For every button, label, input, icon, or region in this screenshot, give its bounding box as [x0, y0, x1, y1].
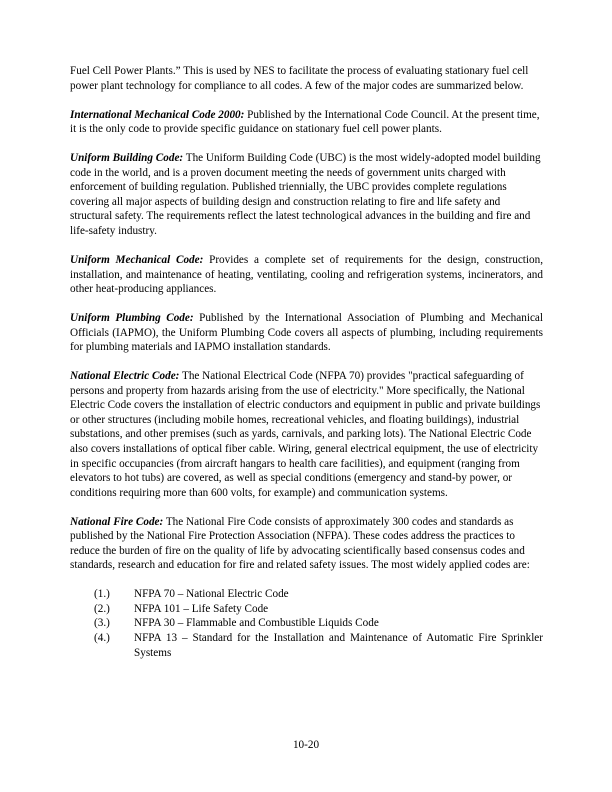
paragraph-body: Provides a complete set of requirements for the design, construction, installation, and maintenance of heating, ventilating, cooling and refrigeration systems, incinerators, and other heat-producing appliances. [70, 253, 543, 296]
paragraph-lead: International Mechanical Code 2000: [70, 108, 245, 121]
page-number: 10-20 [292, 739, 320, 751]
paragraph-body: The National Electrical Code (NFPA 70) provides "practical safeguarding of persons and property from hazards arising from the use of electricity." More specifically, the National Electric Code covers the installation of electric conductors and equipment in public and private buildings or other structures (including mobile homes, recreational vehicles, and floating buildings), industrial substations, and other premises (such as yards, carnivals, and parking lots). The National Electric Code also covers installations of optical fiber cable. Wiring, general electrical equipment, the use of electricity in specific occupancies (from aircraft hangars to health care facilities), and equipment (ranging from elevators to hot tubs) are covered, as well as special conditions (emergency and stand-by power, or conditions requiring more than 600 volts, for example) and communication systems. [70, 370, 541, 499]
list-item-number: (3.) [94, 617, 110, 630]
list-item [82, 616, 543, 631]
paragraph-uniform-plumbing-code [70, 311, 543, 355]
paragraph-lead: Uniform Building Code: [70, 152, 184, 165]
list-item-number: (2.) [94, 602, 110, 615]
document-page [70, 64, 543, 660]
list-item [82, 587, 543, 602]
paragraph-national-electric-code [70, 369, 543, 500]
paragraph-body: The National Fire Code consists of approximately 300 codes and standards as published by the National Fire Protection Association (NFPA). These codes address the practices to reduce the burden of fire on the quality of life by advocating scientifically based consensus codes and standards, research and education for fire and related safety issues. The most widely applied codes are: [70, 515, 530, 572]
list-item-label: NFPA 101 – Life Safety Code [134, 602, 269, 615]
paragraph-national-fire-code [70, 515, 543, 573]
paragraph-body: Published by the International Association of Plumbing and Mechanical Officials (IAPMO), the Uniform Plumbing Code covers all aspects of plumbing, including requirements for plumbing materials and IAPMO installation standards. [70, 312, 543, 354]
paragraph-uniform-mechanical-code [70, 253, 543, 297]
applied-codes-list [70, 587, 543, 660]
list-item-label: NFPA 13 – Standard for the Installation and Maintenance of Automatic Fire Sprinkler Systems [134, 632, 543, 659]
paragraph-lead: National Electric Code: [70, 370, 180, 383]
list-item-label: NFPA 70 – National Electric Code [134, 588, 289, 601]
paragraph-body: Fuel Cell Power Plants.” This is used by NES to facilitate the process of evaluating stationary fuel cell power plant technology for compliance to all codes. A few of the major codes are summarized below. [70, 65, 529, 92]
list-item-number: (4.) [94, 632, 110, 644]
paragraph-body: Published by the International Code Council. At the present time, it is the only code to provide specific guidance on stationary fuel cell power plants. [70, 108, 540, 136]
list-item-label: NFPA 30 – Flammable and Combustible Liquids Code [134, 617, 379, 630]
list-item-number: (1.) [94, 588, 110, 601]
paragraph-uniform-building-code [70, 151, 543, 238]
list-item [82, 631, 543, 660]
paragraph-lead: Uniform Mechanical Code: [70, 253, 204, 266]
paragraph-lead: Uniform Plumbing Code: [70, 312, 194, 325]
paragraph-international-mechanical-code-2000 [70, 108, 543, 137]
paragraph-lead: National Fire Code: [70, 515, 164, 528]
list-item [82, 602, 543, 617]
paragraph-intro [70, 64, 543, 93]
paragraph-body: The Uniform Building Code (UBC) is the most widely-adopted model building code in the world, and is a proven document meeting the needs of government units charged with enforcement of building regulation. Published triennially, the UBC provides complete regulations covering all major aspects of building design and construction relating to fire and life safety and structural safety. The requirements reflect the latest technological advances in the building and fire and life-safety industry. [70, 152, 541, 237]
page-footer [0, 738, 612, 753]
